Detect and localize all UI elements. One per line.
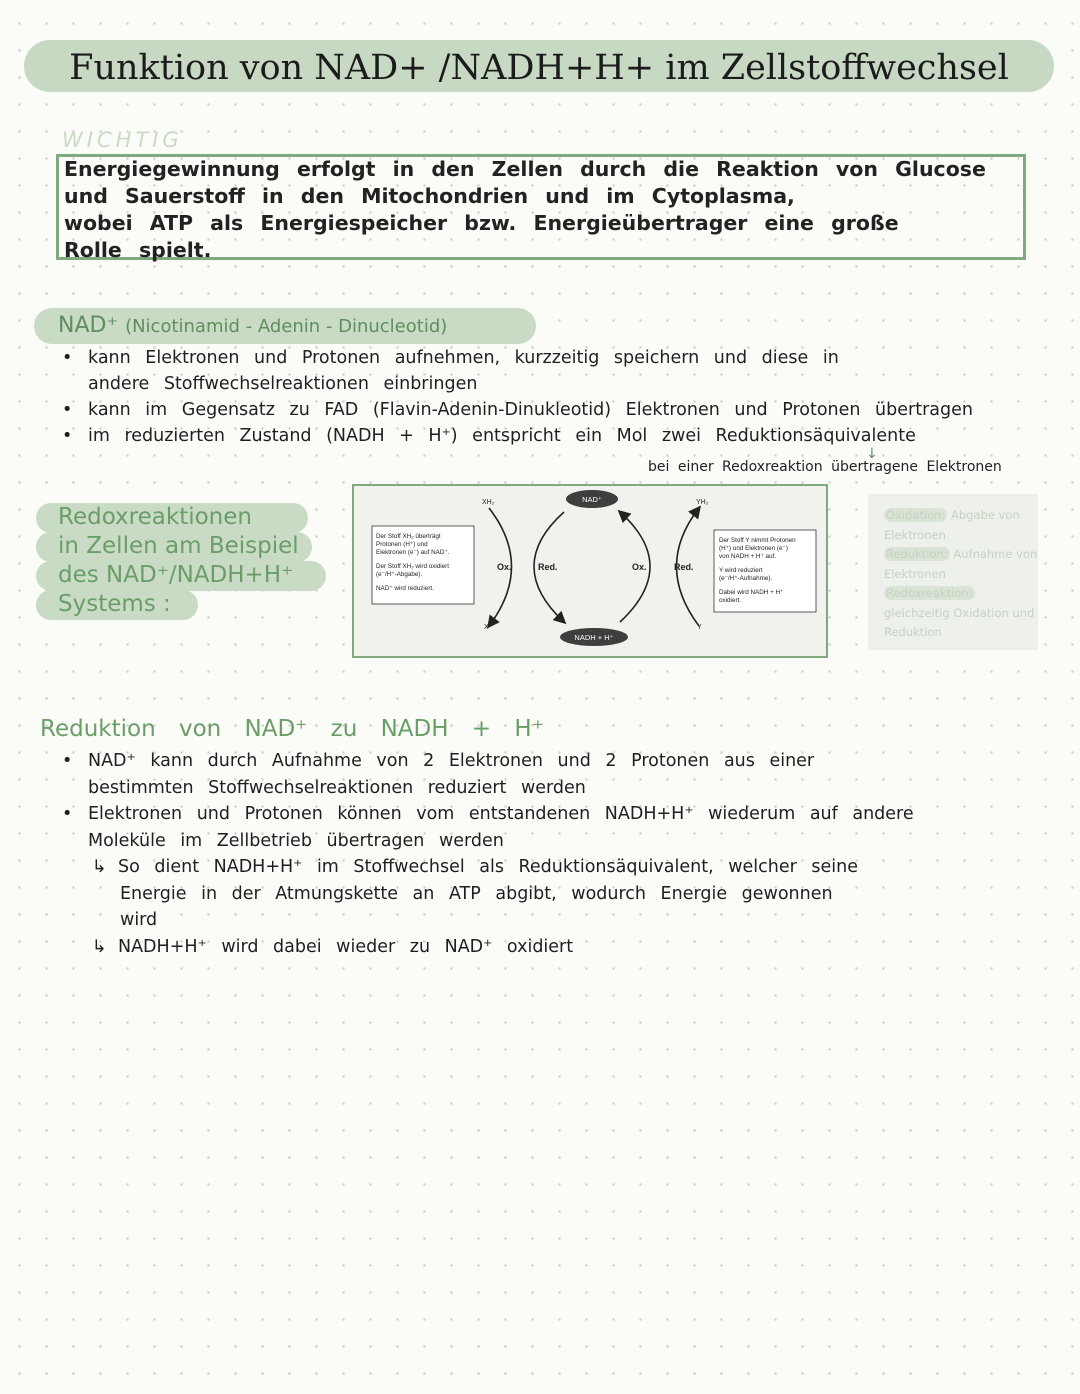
redox-heading-line: in Zellen am Beispiel	[58, 533, 299, 559]
bullet-continuation: andere Stoffwechselreaktionen einbringen	[88, 374, 478, 394]
important-line: Energiegewinnung erfolgt in den Zellen durch die Reaktion von Glucose	[64, 157, 986, 181]
sub-item-continuation: Energie in der Atmungskette an ATP abgibt, wodurch Energie gewonnen	[120, 883, 833, 904]
nadh-text: NADH + H⁺	[574, 633, 614, 642]
return-arrow-icon: ↳	[92, 857, 107, 877]
list-item: • NAD⁺ kann durch Aufnahme von 2 Elektronen und 2 Protonen aus einer	[62, 751, 815, 771]
oxidation-text: Abgabe von Elektronen	[884, 508, 1020, 542]
arrow-down-icon: ↓	[866, 446, 878, 462]
redox-heading-line: Systems :	[58, 591, 171, 617]
reduktion-bullets	[62, 748, 1062, 960]
sub-item-continuation: wird	[120, 910, 158, 930]
redox-heading-line: Redoxreaktionen	[58, 504, 252, 530]
wichtig-label: WICHTIG	[62, 128, 183, 152]
nad-heading-text: NAD⁺	[58, 313, 119, 338]
page-title: Funktion von NAD+ /NADH+H+ im Zellstoffwechsel	[69, 48, 1009, 88]
side-note-text	[884, 506, 1040, 643]
bullet-text: kann Elektronen und Protonen aufnehmen, kurzzeitig speichern und diese in	[88, 348, 839, 368]
important-line: und Sauerstoff in den Mitochondrien und im Cytoplasma,	[64, 184, 795, 208]
list-item: • kann im Gegensatz zu FAD (Flavin-Adenin-Dinukleotid) Elektronen und Protonen übertragen	[62, 400, 973, 420]
nad-subtitle: (Nicotinamid - Adenin - Dinucleotid)	[125, 316, 448, 337]
bullet-text: NAD⁺ kann durch Aufnahme von 2 Elektronen und 2 Protonen aus einer	[88, 751, 815, 771]
info-box-right-text: Der Stoff Y nimmt Protonen (H⁺) und Elektronen (e⁻) von NADH + H⁺ auf. Y wird reduziert (e⁻/H⁺-Aufnahme). Dabei wird NADH + H⁺ oxidiert.	[719, 537, 796, 604]
ox-label-left: Ox.	[497, 562, 512, 572]
bullet-continuation: Moleküle im Zellbetrieb übertragen werden	[88, 830, 504, 851]
y-label: Y	[697, 624, 702, 631]
list-item: • kann Elektronen und Protonen aufnehmen, kurzzeitig speichern und diese in	[62, 348, 839, 368]
nad-plus-text: NAD⁺	[582, 495, 602, 504]
redox-diagram	[352, 484, 828, 658]
bullet-text: Elektronen und Protonen können vom entstandenen NADH+H⁺ wiederum auf andere	[88, 804, 914, 824]
important-line: wobei ATP als Energiespeicher bzw. Energieübertrager eine große	[64, 211, 899, 235]
nad-bullets	[62, 345, 1062, 449]
redox-heading	[58, 503, 338, 619]
important-line: Rolle spielt.	[64, 238, 212, 262]
ox-label-right: Ox.	[632, 562, 647, 572]
important-text	[64, 156, 1022, 264]
list-item: • im reduzierten Zustand (NADH + H⁺) entspricht ein Mol zwei Reduktionsäquivalente	[62, 426, 916, 446]
sub-item	[62, 854, 1062, 881]
xh2-label: XH₂	[482, 499, 495, 506]
redox-text: gleichzeitig Oxidation und Reduktion	[884, 605, 1035, 639]
reduktion-heading: Reduktion von NAD⁺ zu NADH + H⁺	[40, 716, 544, 742]
reduktion-text: Aufnahme von Elektronen	[884, 547, 1038, 581]
redox-label: Redoxreaktion:	[886, 586, 973, 600]
oxidation-label: Oxidation:	[886, 508, 946, 522]
reduktion-label: Reduktion:	[886, 547, 948, 561]
redox-cycle-svg	[354, 486, 826, 656]
nad-heading	[58, 313, 447, 338]
sub-item-text: So dient NADH+H⁺ im Stoffwechsel als Reduktionsäquivalent, welcher seine	[118, 857, 858, 877]
sub-item-text: NADH+H⁺ wird dabei wieder zu NAD⁺ oxidiert	[118, 936, 574, 957]
bullet-text: im reduzierten Zustand (NADH + H⁺) entspricht ein Mol zwei Reduktionsäquivalente	[88, 426, 916, 446]
redox-equivalent-note: bei einer Redoxreaktion übertragene Elektronen	[648, 459, 1002, 475]
red-label-right: Red.	[674, 562, 694, 572]
yh2-label: YH₂	[696, 499, 709, 506]
redox-heading-line: des NAD⁺/NADH+H⁺	[58, 562, 294, 588]
info-box-left-text: Der Stoff XH₂ überträgt Protonen (H⁺) und Elektronen (e⁻) auf NAD⁺. Der Stoff XH₂ wird oxidiert (e⁻/H⁺-Abgabe). NAD⁺ wird reduziert.	[376, 533, 450, 592]
bullet-text: kann im Gegensatz zu FAD (Flavin-Adenin-Dinukleotid) Elektronen und Protonen übertragen	[88, 400, 973, 420]
red-label-left: Red.	[538, 562, 558, 572]
list-item: • Elektronen und Protonen können vom entstandenen NADH+H⁺ wiederum auf andere	[62, 804, 914, 824]
return-arrow-icon: ↳	[92, 936, 107, 957]
x-label: X	[484, 624, 489, 631]
bullet-continuation: bestimmten Stoffwechselreaktionen reduziert werden	[88, 777, 586, 798]
sub-item	[62, 934, 1062, 961]
